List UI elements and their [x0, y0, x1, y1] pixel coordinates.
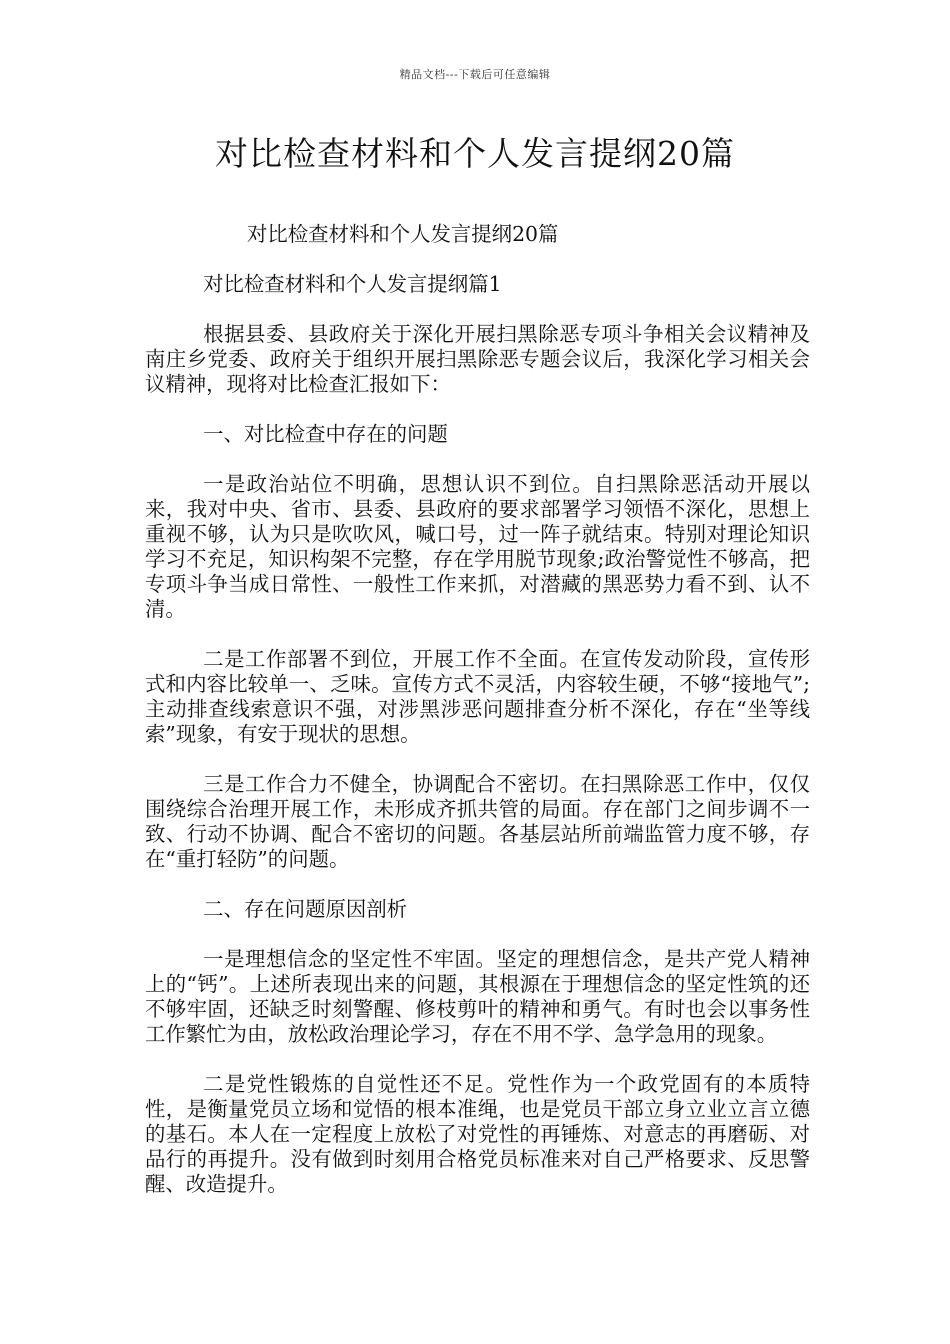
document-body — [145, 222, 810, 1222]
paragraph: 三是工作合力不健全，协调配合不密切。在扫黑除恶工作中，仅仅围绕综合治理开展工作，未形成齐抓共管的局面。存在部门之间步调不一致、行动不协调、配合不密切的问题。各基层站所前端监管力度不够，存在“重打轻防”的问题。 — [145, 772, 810, 871]
paragraph: 二、存在问题原因剖析 — [203, 897, 408, 921]
document-title: 对比检查材料和个人发言提纲20篇 — [215, 134, 735, 173]
paragraph: 根据县委、县政府关于深化开展扫黑除恶专项斗争相关会议精神及南庄乡党委、政府关于组织开展扫黑除恶专题会议后，我深化学习相关会议精神，现将对比检查汇报如下： — [145, 322, 810, 396]
paragraph: 一、对比检查中存在的问题 — [203, 422, 448, 446]
header-note: 精品文档---下载后可任意编辑 — [399, 68, 551, 81]
paragraph: 二是党性锻炼的自觉性还不足。党性作为一个政党固有的本质特性，是衡量党员立场和觉悟的根本准绳，也是党员干部立身立业立言立德的基石。本人在一定程度上放松了对党性的再锤炼、对意志的再磨砺、对品行的再提升。没有做到时刻用合格党员标准来对自己严格要求、反思警醒、改造提升。 — [145, 1072, 810, 1196]
paragraph: 一是政治站位不明确，思想认识不到位。自扫黑除恶活动开展以来，我对中央、省市、县委、县政府的要求部署学习领悟不深化，思想上重视不够，认为只是吹吹风，喊口号，过一阵子就结束。特别对理论知识学习不充足，知识构架不完整，存在学用脱节现象;政治警觉性不够高，把专项斗争当成日常性、一般性工作来抓，对潜藏的黑恶势力看不到、认不清。 — [145, 472, 810, 621]
paragraph: 二是工作部署不到位，开展工作不全面。在宣传发动阶段，宣传形式和内容比较单一、乏味。宣传方式不灵活，内容较生硬，不够“接地气”;主动排查线索意识不强，对涉黑涉恶问题排查分析不深化，存在“坐等线索”现象，有安于现状的思想。 — [145, 647, 810, 746]
subtitle: 对比检查材料和个人发言提纲20篇 — [247, 222, 559, 246]
paragraph: 对比检查材料和个人发言提纲篇1 — [203, 272, 502, 296]
paragraph: 一是理想信念的坚定性不牢固。坚定的理想信念，是共产党人精神上的“钙”。上述所表现出来的问题，其根源在于理想信念的坚定性筑的还不够牢固，还缺乏时刻警醒、修枝剪叶的精神和勇气。有时也会以事务性工作繁忙为由，放松政治理论学习，存在不用不学、急学急用的现象。 — [145, 947, 810, 1046]
